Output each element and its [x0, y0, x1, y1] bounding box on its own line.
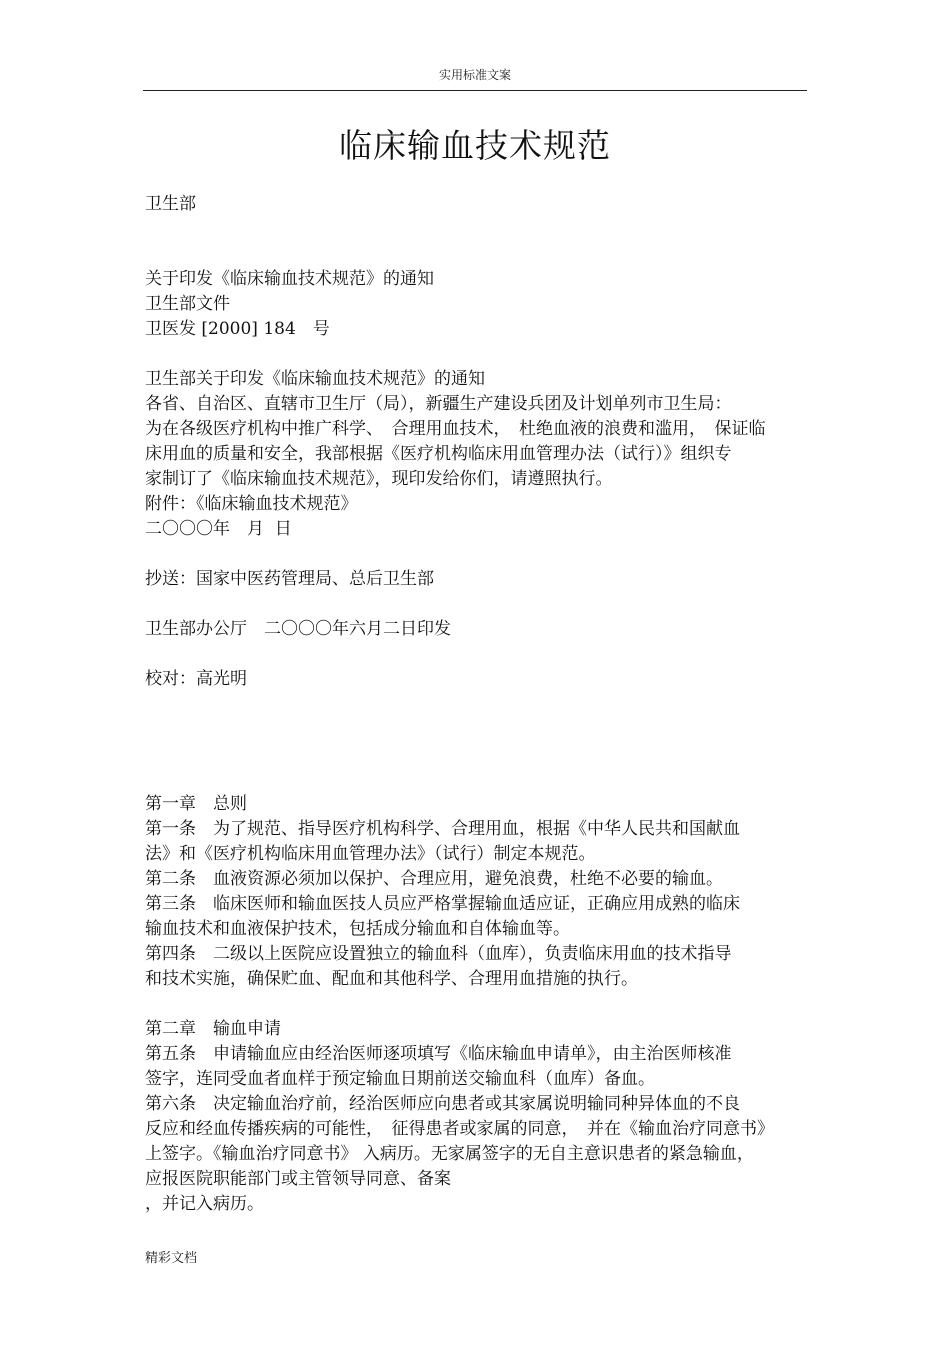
body-line: 床用血的质量和安全，我部根据《医疗机构临床用血管理办法（试行）》组织专: [145, 444, 732, 464]
document-title: 临床输血技术规范: [339, 126, 611, 165]
article-line: 应报医院职能部门或主管领导同意、备案: [145, 1169, 451, 1189]
document-number: 卫医发 [2000] 184 号: [145, 319, 330, 339]
notice-heading: 卫生部关于印发《临床输血技术规范》的通知: [145, 369, 485, 389]
article-line: 上签字。《输血治疗同意书》 入病历。无家属签字的无自主意识患者的紧急输血，: [145, 1144, 754, 1164]
article-line: 输血技术和血液保护技术，包括成分输血和自体输血等。: [145, 919, 570, 939]
article-line: 第五条 申请输血应由经治医师逐项填写《临床输血申请单》，由主治医师核准: [145, 1044, 732, 1064]
cc-line: 抄送：国家中医药管理局、总后卫生部: [145, 569, 434, 589]
article-line: 第二条 血液资源必须加以保护、合理应用，避免浪费，杜绝不必要的输血。: [145, 869, 723, 889]
proofreader-line: 校对：高光明: [145, 669, 247, 689]
article-line: 和技术实施，确保贮血、配血和其他科学、合理用血措施的执行。: [145, 969, 638, 989]
article-line: 签字，连同受血者血样于预定输血日期前送交输血科（血库）备血。: [145, 1069, 655, 1089]
body-line: 家制订了《临床输血技术规范》，现印发给你们，请遵照执行。: [145, 469, 613, 489]
page-header: 实用标准文案: [438, 68, 511, 82]
article-line: 第一条 为了规范、指导医疗机构科学、合理用血，根据《中华人民共和国献血: [145, 819, 740, 839]
page-footer: 精彩文档: [145, 1251, 198, 1266]
article-line: 法》和《医疗机构临床用血管理办法》（试行）制定本规范。: [145, 844, 596, 864]
attachment-line: 附件：《临床输血技术规范》: [145, 494, 358, 514]
addressees: 各省、自治区、直辖市卫生厅（局），新疆生产建设兵团及计划单列市卫生局：: [145, 394, 732, 414]
article-line: 反应和经血传播疾病的可能性， 征得患者或家属的同意， 并在《输血治疗同意书》: [145, 1119, 774, 1139]
body-line: 为在各级医疗机构中推广科学、 合理用血技术， 杜绝血液的浪费和滥用， 保证临: [145, 419, 766, 439]
issuer-line: 卫生部: [145, 194, 196, 214]
article-line: ，并记入病历。: [145, 1194, 264, 1214]
header-divider: [143, 90, 807, 91]
document-type: 卫生部文件: [145, 294, 230, 314]
notice-title: 关于印发《临床输血技术规范》的通知: [145, 269, 434, 289]
article-line: 第六条 决定输血治疗前，经治医师应向患者或其家属说明输同种异体血的不良: [145, 1094, 740, 1114]
chapter-heading: 第二章 输血申请: [145, 1019, 281, 1039]
article-line: 第四条 二级以上医院应设置独立的输血科（血库），负责临床用血的技术指导: [145, 944, 732, 964]
issued-by-line: 卫生部办公厅 二〇〇〇年六月二日印发: [145, 619, 451, 639]
article-line: 第三条 临床医师和输血医技人员应严格掌握输血适应证，正确应用成熟的临床: [145, 894, 740, 914]
date-line: 二〇〇〇年 月 日: [145, 519, 292, 539]
chapter-heading: 第一章 总则: [145, 794, 247, 814]
